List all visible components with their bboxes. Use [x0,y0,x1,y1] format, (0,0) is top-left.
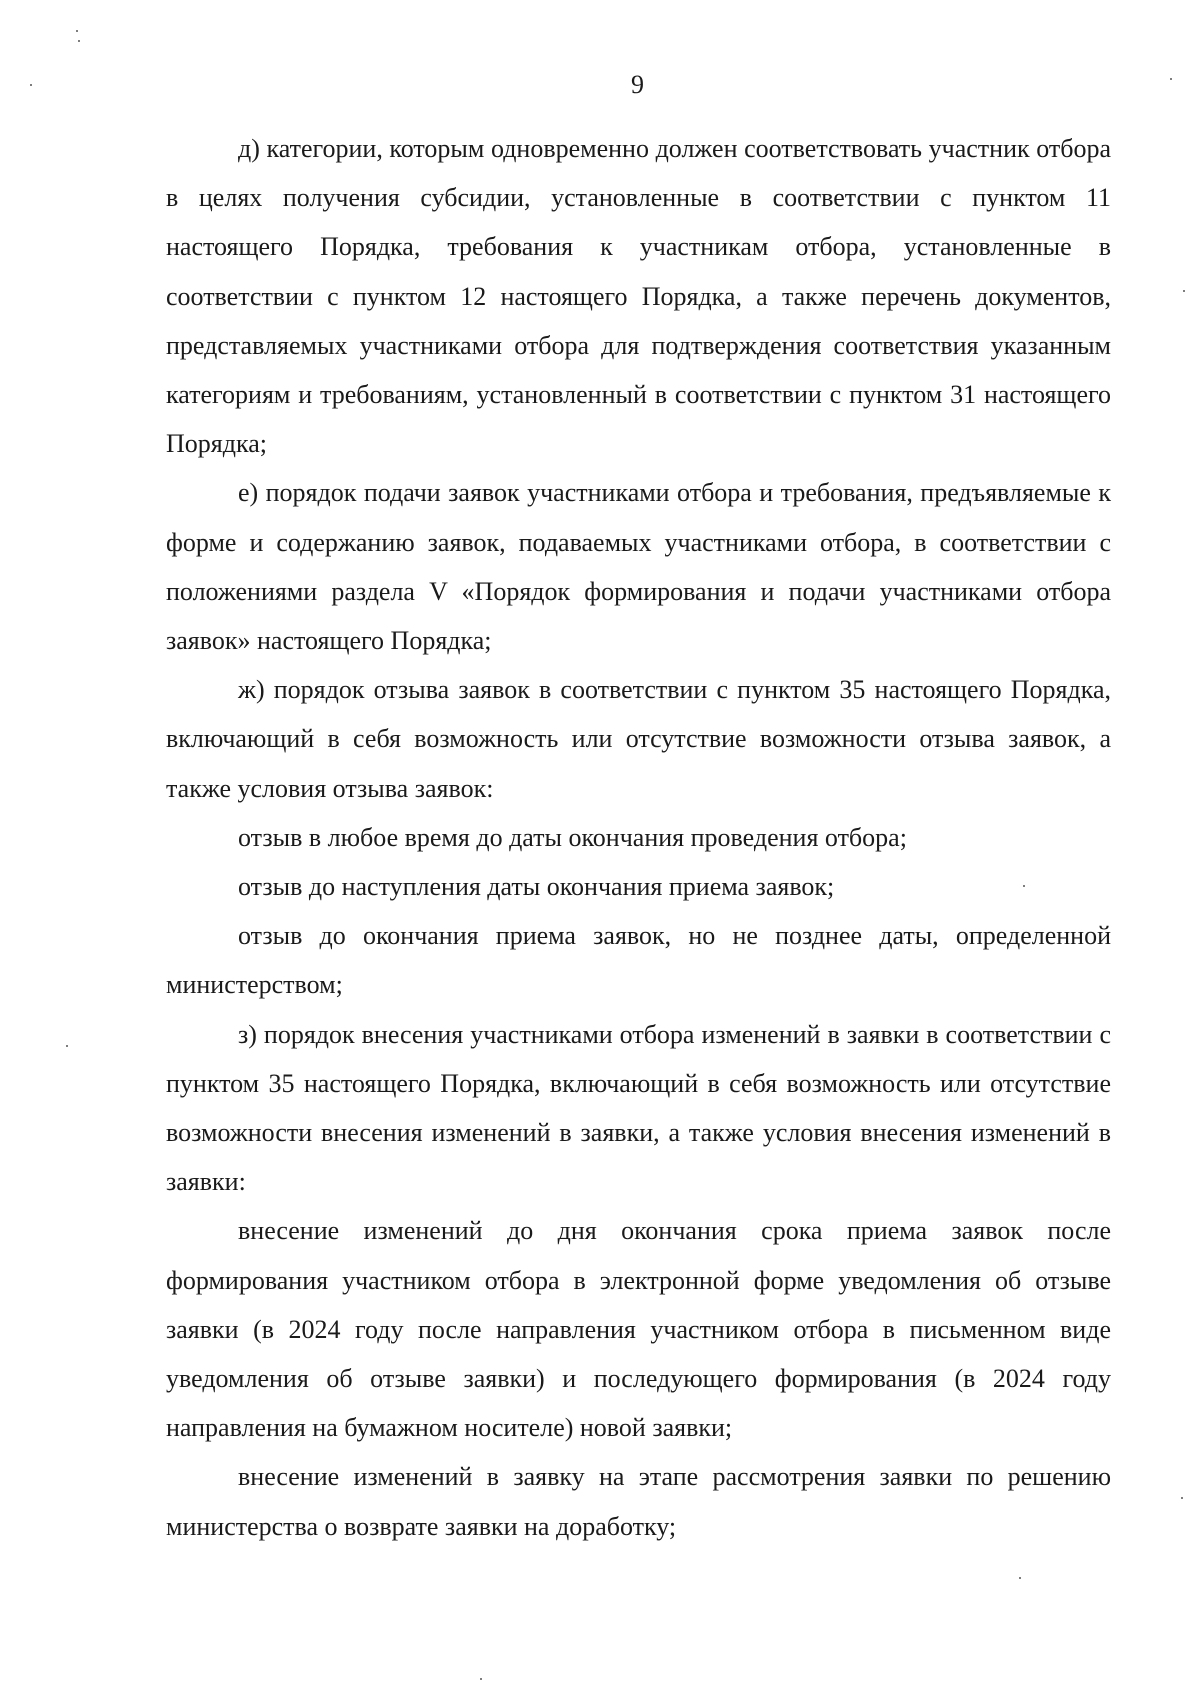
paragraph-e: е) порядок подачи заявок участниками отбора и требования, предъявляемые к форме и содержанию заявок, подаваемых участниками отбора, в соответствии с положениями раздела V «Порядок формирования и подачи участниками отбора заявок» настоящего Порядка; [166,478,1111,656]
paragraph-z-item-1: внесение изменений до дня окончания срока приема заявок после формирования участником отбора в электронной форме уведомления об отзыве заявки (в 2024 году после направления участником отбора в письменном виде уведомления об отзыве заявки) и последующего формирования (в 2024 году направления на бумажном носителе) новой заявки; [166,1216,1111,1443]
scan-speck [1023,885,1025,887]
scan-speck [78,40,80,42]
scan-speck [1170,78,1172,80]
scan-speck [76,30,78,32]
paragraph-d: д) категории, которым одновременно должен соответствовать участник отбора в целях получения субсидии, установленные в соответствии с пунктом 11 настоящего Порядка, требования к участникам отбора, установленные в соответствии с пунктом 12 настоящего Порядка, а также перечень документов, представляемых участниками отбора для подтверждения соответствия указанным категориям и требованиям, установленный в соответствии с пунктом 31 настоящего Порядка; [166,134,1111,459]
paragraph-z-item-2: внесение изменений в заявку на этапе рассмотрения заявки по решению министерства о возврате заявки на доработку; [166,1462,1111,1541]
scan-speck [66,1045,68,1047]
document-body [166,124,1111,1551]
scan-speck [1019,1577,1021,1579]
scan-speck [1181,1497,1183,1499]
paragraph-zh-item-3: отзыв до окончания приема заявок, но не позднее даты, определенной министерством; [166,921,1111,1000]
paragraph-zh-item-1: отзыв в любое время до даты окончания проведения отбора; [238,822,907,852]
scan-speck [480,1678,482,1680]
scan-speck [1183,290,1185,292]
page-number: 9 [631,70,644,99]
paragraph-z: з) порядок внесения участниками отбора изменений в заявки в соответствии с пунктом 35 настоящего Порядка, включающий в себя возможность или отсутствие возможности внесения изменений в заявки, а также условия внесения изменений в заявки: [166,1019,1111,1197]
paragraph-zh: ж) порядок отзыва заявок в соответствии с пунктом 35 настоящего Порядка, включающий в себя возможность или отсутствие возможности отзыва заявок, а также условия отзыва заявок: [166,675,1111,803]
scan-speck [30,84,32,86]
paragraph-zh-item-2: отзыв до наступления даты окончания приема заявок; [238,872,835,902]
